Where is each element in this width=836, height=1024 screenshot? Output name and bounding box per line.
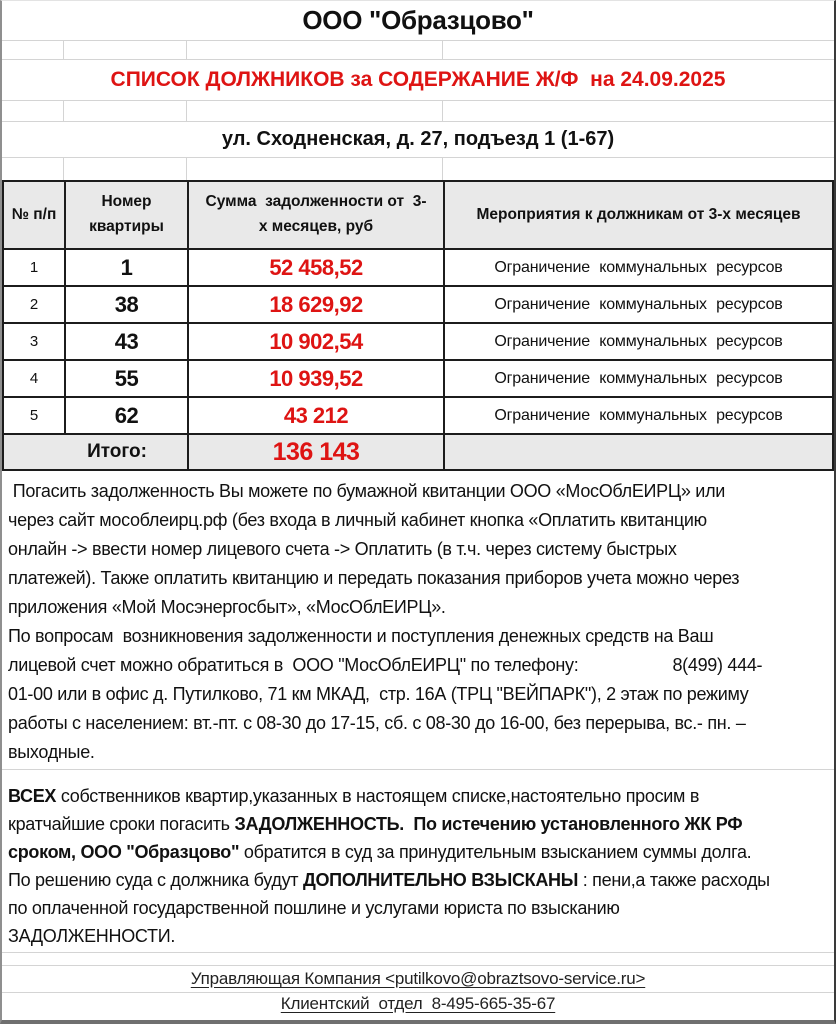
row-index: 1: [3, 249, 65, 286]
paragraph-line: выходные.: [8, 742, 95, 762]
debt-amount: 10 939,52: [188, 360, 444, 397]
grid-spacer-row: [2, 101, 834, 122]
warning-line: кратчайшие сроки погасить ЗАДОЛЖЕННОСТЬ. По истечению установленного ЖК РФ: [8, 814, 743, 834]
debtor-action: Ограничение коммунальных ресурсов: [444, 360, 833, 397]
apartment-number: 1: [65, 249, 188, 286]
footer-company-contact: [2, 966, 834, 993]
paragraph-line: через сайт мособлеирц.рф (без входа в личный кабинет кнопка «Оплатить квитанцию: [8, 510, 707, 530]
grid-line: [186, 158, 187, 180]
table-row: [3, 286, 833, 323]
grid-line: [63, 101, 64, 121]
footer-client-department: [2, 993, 834, 1014]
paragraph-line: платежей). Также оплатить квитанцию и передать показания приборов учета можно через: [8, 568, 740, 588]
paragraph-line: онлайн -> ввести номер лицевого счета -> Оплатить (в т.ч. через систему быстрых: [8, 539, 677, 559]
debtors-list-title: СПИСОК ДОЛЖНИКОВ за СОДЕРЖАНИЕ Ж/Ф на 24.09.2025: [2, 60, 834, 101]
debtor-action: Ограничение коммунальных ресурсов: [444, 323, 833, 360]
table-row: [3, 360, 833, 397]
apartment-number: 38: [65, 286, 188, 323]
apartment-number: 62: [65, 397, 188, 434]
paragraph-line: Погасить задолженность Вы можете по бумажной квитанции ООО «МосОблЕИРЦ» или: [8, 481, 726, 501]
debt-amount: 43 212: [188, 397, 444, 434]
table-header-row: [3, 181, 833, 249]
warning-line: ВСЕХ собственников квартир,указанных в настоящем списке,настоятельно просим в: [8, 786, 700, 806]
table-row: [3, 397, 833, 434]
grid-line: [186, 101, 187, 121]
col-header-debt-sum: Сумма задолженности от 3- х месяцев, руб: [188, 181, 444, 249]
table-row: [3, 323, 833, 360]
apartment-number: 55: [65, 360, 188, 397]
grid-line: [63, 41, 64, 59]
paragraph-line: приложения «Мой Мосэнергосбыт», «МосОблЕИРЦ».: [8, 597, 446, 617]
warning-line: сроком, ООО "Образцово" обратится в суд за принудительным взысканием суммы долга.: [8, 842, 752, 862]
table-row: [3, 249, 833, 286]
grid-spacer-row: [2, 953, 834, 966]
row-index: 5: [3, 397, 65, 434]
company-title: ООО "Образцово": [2, 1, 834, 41]
paragraph-line: 01-00 или в офис д. Путилково, 71 км МКАД, стр. 16А (ТРЦ "ВЕЙПАРК"), 2 этаж по режиму: [8, 684, 749, 704]
debt-amount: 18 629,92: [188, 286, 444, 323]
paragraph-line: работы с населением: вт.-пт. с 08-30 до 17-15, сб. с 08-30 до 16-00, без перерыва, вс.- пн. –: [8, 713, 746, 733]
debtor-action: Ограничение коммунальных ресурсов: [444, 397, 833, 434]
grid-line: [442, 158, 443, 180]
grid-line: [442, 101, 443, 121]
apartment-number: 43: [65, 323, 188, 360]
paragraph-line: По вопросам возникновения задолженности и поступления денежных средств на Ваш: [8, 626, 714, 646]
col-header-actions: Мероприятия к должникам от 3-х месяцев: [444, 181, 833, 249]
warning-line: По решению суда с должника будут ДОПОЛНИТЕЛЬНО ВЗЫСКАНЫ : пени,а также расходы: [8, 870, 770, 890]
debtor-action: Ограничение коммунальных ресурсов: [444, 249, 833, 286]
debtors-table: [2, 180, 834, 471]
company-email-text: Управляющая Компания <putilkovo@obraztsovo-service.ru>: [190, 969, 646, 988]
total-row: [3, 434, 833, 470]
col-header-index: № п/п: [3, 181, 65, 249]
row-index: 4: [3, 360, 65, 397]
total-value: 136 143: [188, 434, 444, 470]
grid-line: [442, 41, 443, 59]
client-phone-text: Клиентский отдел 8-495-665-35-67: [280, 993, 556, 1013]
debt-amount: 10 902,54: [188, 323, 444, 360]
address-title: ул. Сходненская, д. 27, подъезд 1 (1-67): [2, 122, 834, 158]
grid-line: [63, 158, 64, 180]
paragraph-line: лицевой счет можно обратиться в ООО "МосОблЕИРЦ" по телефону: 8(499) 444-: [8, 655, 763, 675]
grid-spacer-row: [2, 158, 834, 180]
grid-spacer-row: [2, 41, 834, 60]
debt-amount: 52 458,52: [188, 249, 444, 286]
debtor-action: Ограничение коммунальных ресурсов: [444, 286, 833, 323]
warning-paragraph: [2, 770, 834, 953]
col-header-apartment: Номер квартиры: [65, 181, 188, 249]
total-empty-cell: [444, 434, 833, 470]
warning-line: ЗАДОЛЖЕННОСТИ.: [8, 926, 176, 946]
grid-line: [186, 41, 187, 59]
total-label: Итого:: [3, 434, 188, 470]
row-index: 3: [3, 323, 65, 360]
warning-line: по оплаченной государственной пошлине и услугами юриста по взысканию: [8, 898, 620, 918]
row-index: 2: [3, 286, 65, 323]
payment-info-paragraph: [2, 471, 834, 770]
